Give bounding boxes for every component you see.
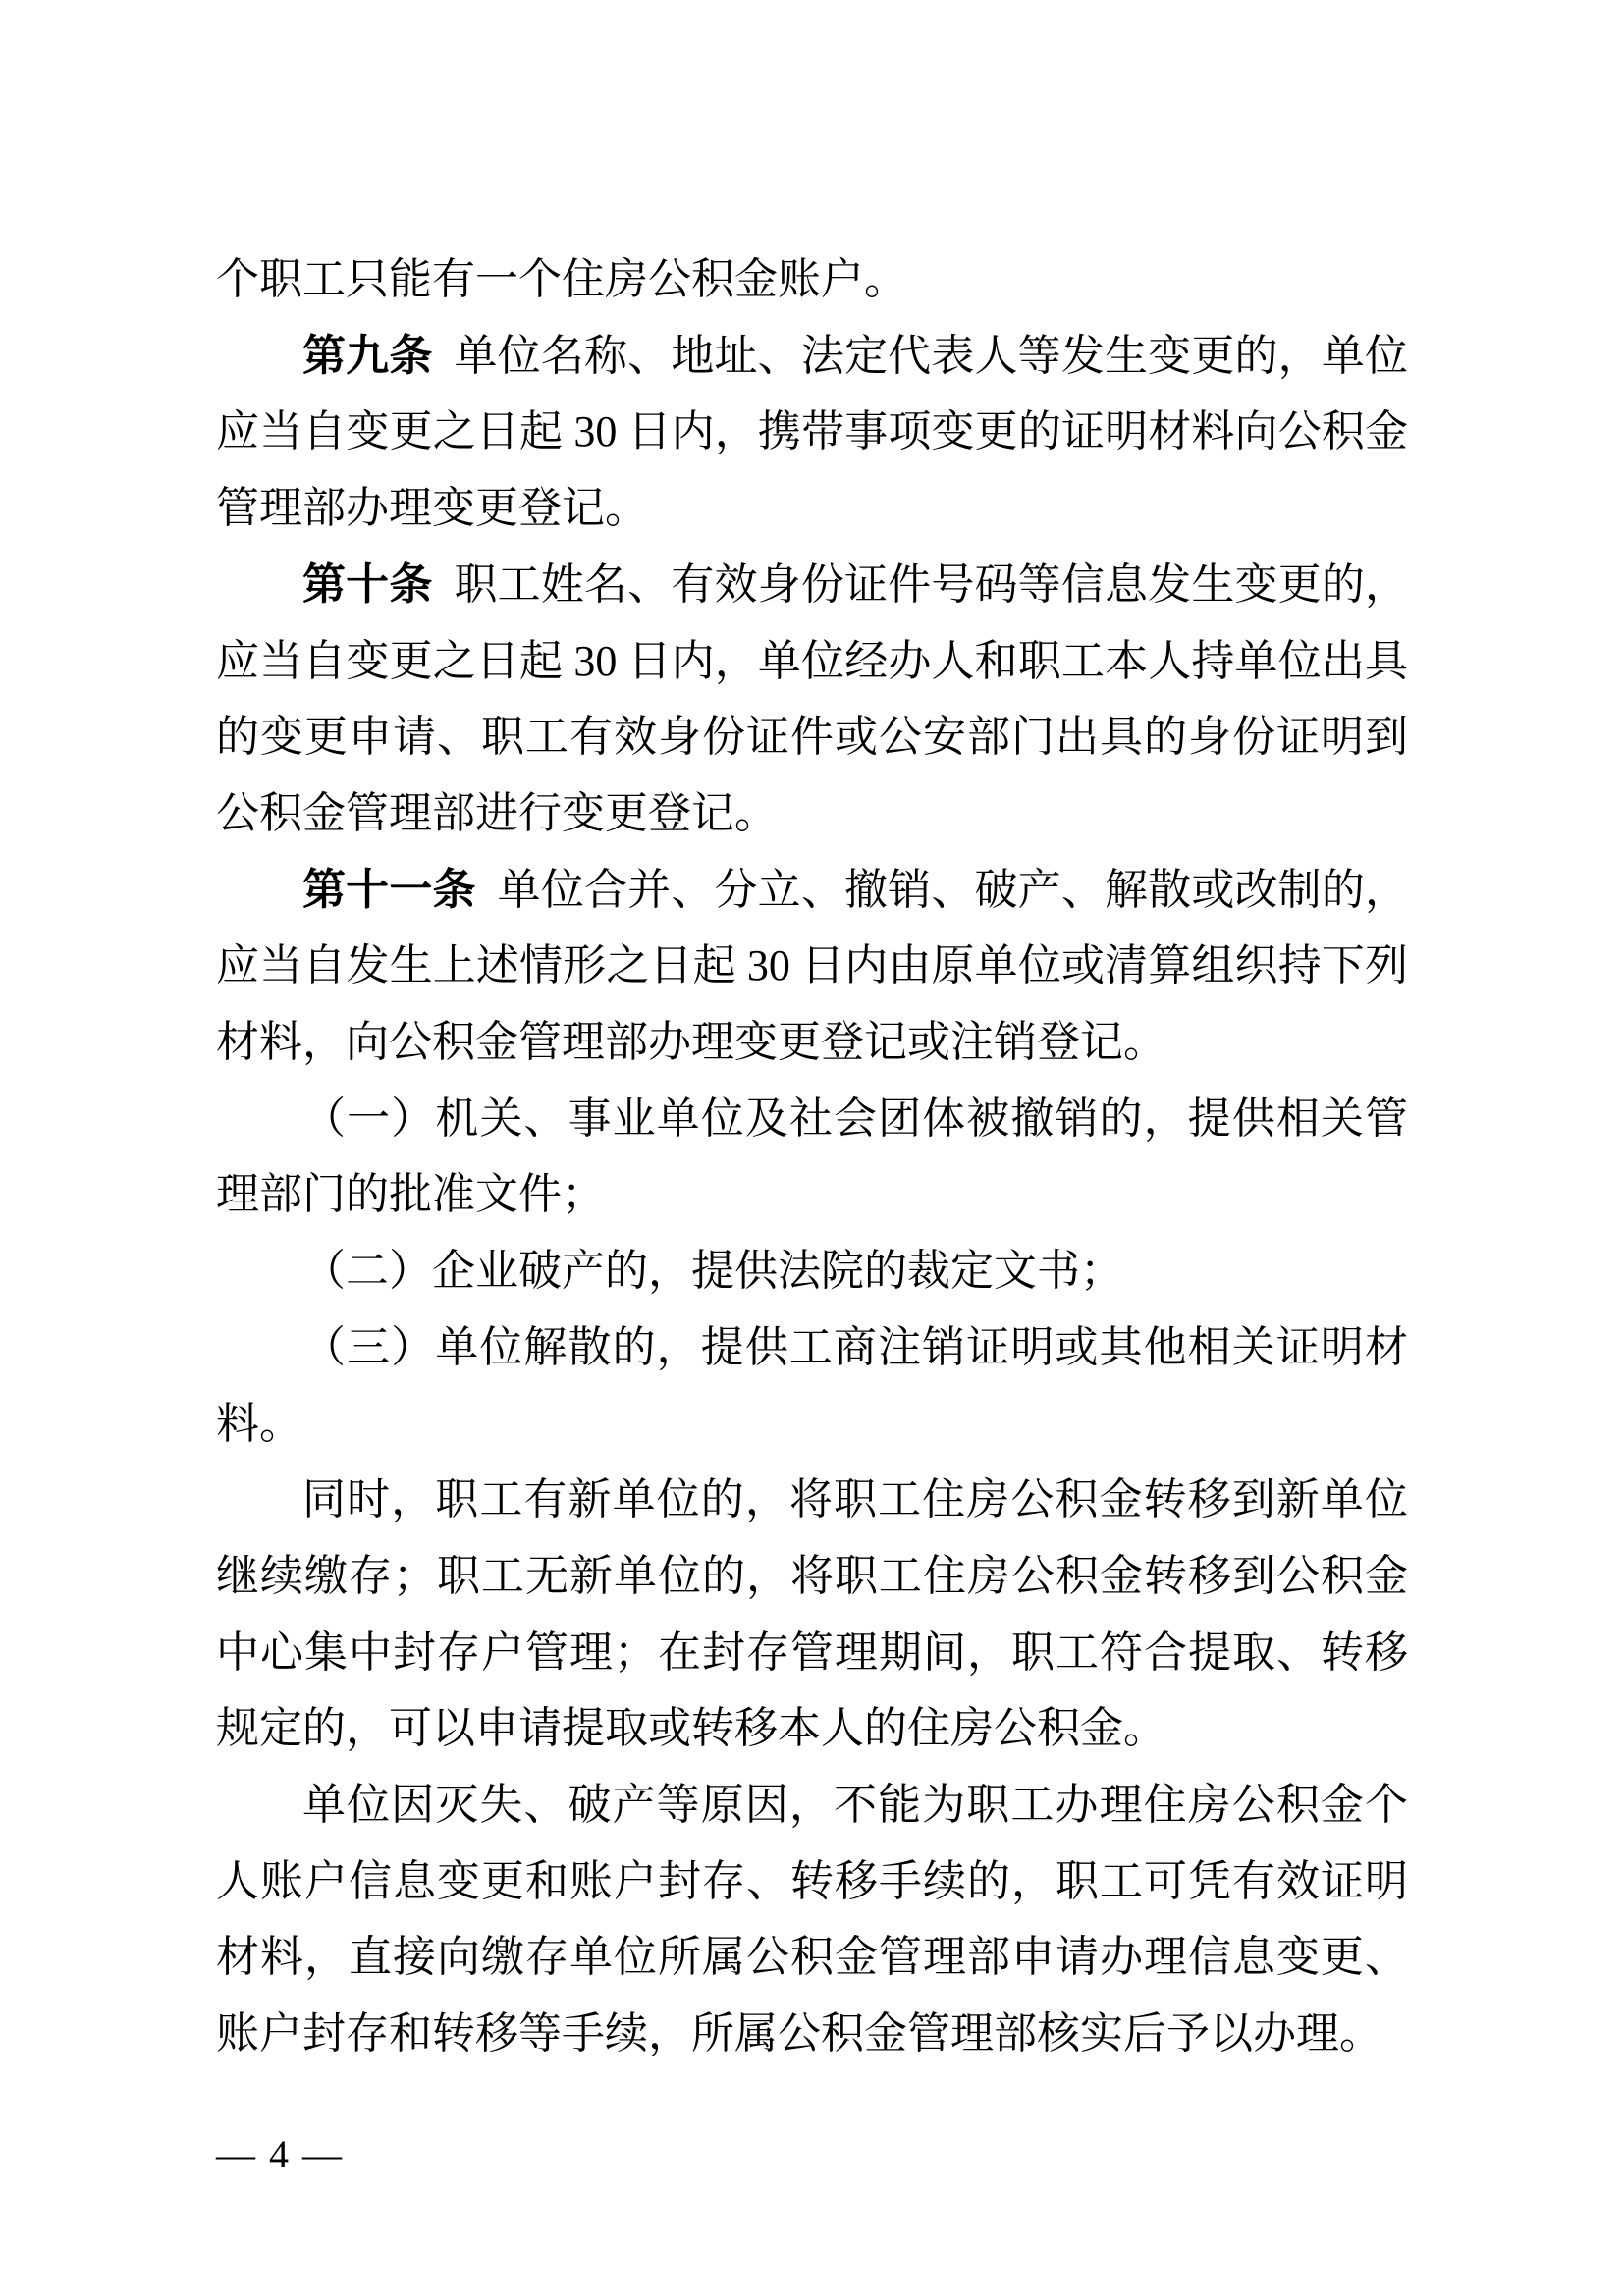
paragraph xyxy=(216,1309,1408,1462)
paragraph-text: （二）企业破产的，提供法院的裁定文书； xyxy=(302,1247,1123,1296)
article-number-label: 第九条 xyxy=(302,331,433,380)
paragraph xyxy=(216,318,1408,547)
paragraph-text: 职工姓名、有效身份证件号码等信息发生变更的，应当自变更之日起 30 日内，单位经办人和职工本人持单位出具的变更申请、职工有效身份证件或公安部门出具的身份证明到公积金管理部进行变更登记。 xyxy=(216,560,1408,837)
paragraph xyxy=(216,241,1408,318)
paragraph-text: （一）机关、事业单位及社会团体被撤销的，提供相关管理部门的批准文件； xyxy=(216,1094,1408,1219)
paragraph xyxy=(216,1462,1408,1767)
page-footer xyxy=(216,2132,344,2177)
article-number-label: 第十一条 xyxy=(302,865,476,914)
paragraph xyxy=(216,1233,1408,1309)
paragraph-text: 单位因灭失、破产等原因，不能为职工办理住房公积金个人账户信息变更和账户封存、转移手续的，职工可凭有效证明材料，直接向缴存单位所属公积金管理部申请办理信息变更、账户封存和转移等手续，所属公积金管理部核实后予以办理。 xyxy=(216,1781,1408,2058)
paragraph xyxy=(216,547,1408,852)
paragraph-text: 个职工只能有一个住房公积金账户。 xyxy=(216,255,907,303)
paragraph-text: 同时，职工有新单位的，将职工住房公积金转移到新单位继续缴存；职工无新单位的，将职工住房公积金转移到公积金中心集中封存户管理；在封存管理期间，职工符合提取、转移规定的，可以申请提取或转移本人的住房公积金。 xyxy=(216,1475,1408,1753)
page-number: — 4 — xyxy=(216,2132,344,2176)
paragraph-text: 单位合并、分立、撤销、破产、解散或改制的，应当自发生上述情形之日起 30 日内由原单位或清算组织持下列材料，向公积金管理部办理变更登记或注销登记。 xyxy=(216,865,1409,1067)
article-number-label: 第十条 xyxy=(302,560,433,609)
paragraph-text: 单位名称、地址、法定代表人等发生变更的，单位应当自变更之日起 30 日内，携带事项变更的证明材料向公积金管理部办理变更登记。 xyxy=(216,331,1408,533)
paragraph xyxy=(216,1081,1408,1233)
paragraph xyxy=(216,852,1408,1081)
paragraph-text: （三）单位解散的，提供工商注销证明或其他相关证明材料。 xyxy=(216,1322,1408,1448)
document-body xyxy=(216,241,1408,2072)
paragraph xyxy=(216,1767,1408,2072)
